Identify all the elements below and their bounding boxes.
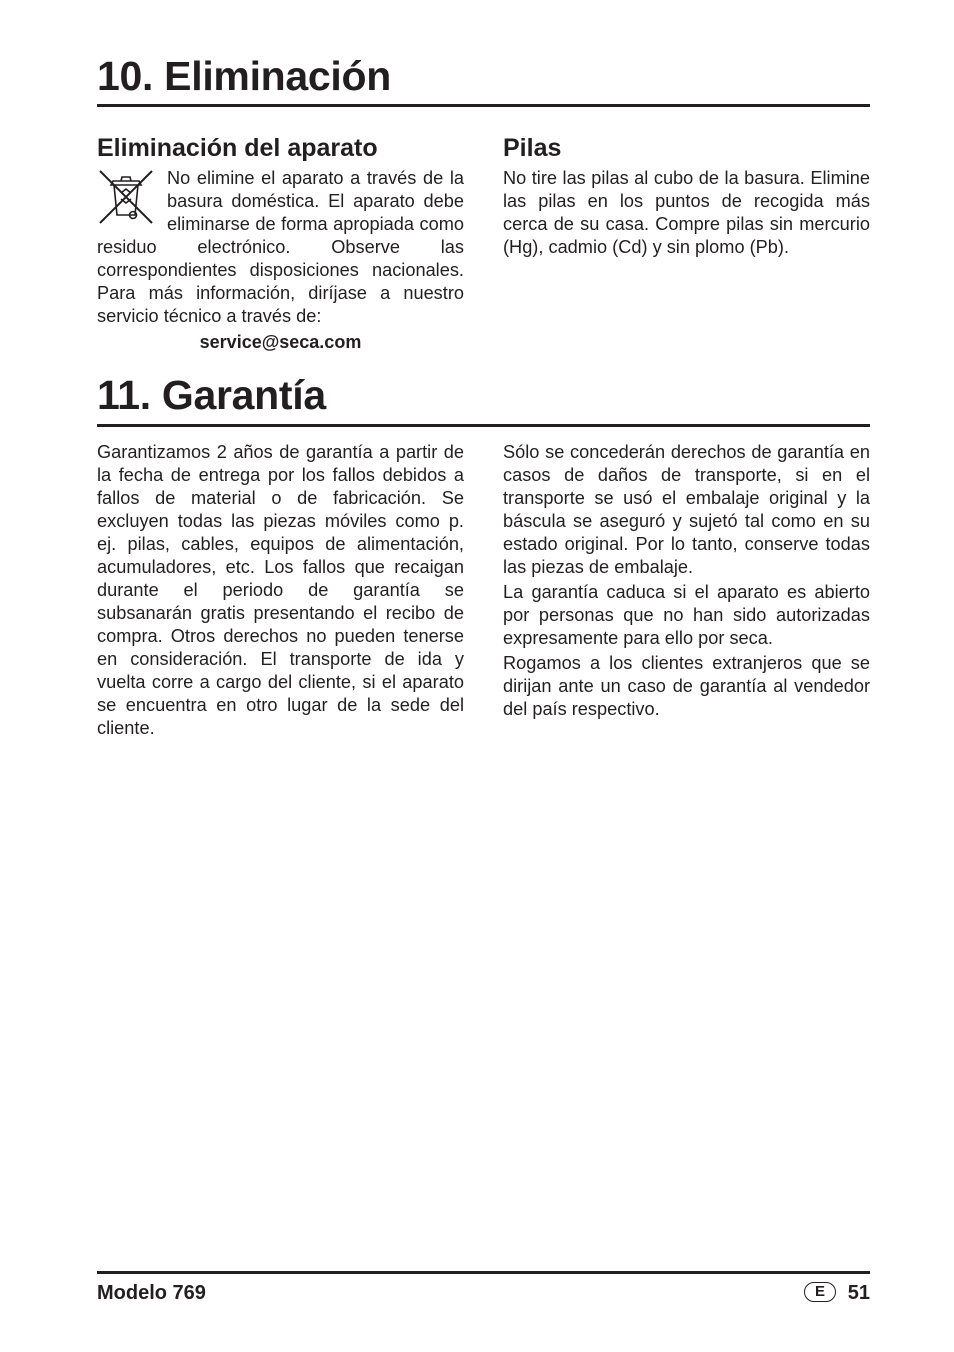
warranty-left-block [97, 441, 464, 740]
section-11-title: 11. Garantía [97, 372, 326, 418]
warranty-right-paragraph-3: Rogamos a los clientes extranjeros que se dirijan ante un caso de garantía al vendedor del país respectivo. [503, 653, 870, 719]
section-11-rule [97, 424, 870, 427]
bin-icon-wrapper [97, 167, 167, 236]
batteries-text: No tire las pilas al cubo de la basura. Elimine las pilas en los puntos de recogida más cerca de su casa. Compre pilas sin mercurio (Hg), cadmio (Cd) y sin plomo (Pb). [503, 168, 870, 257]
device-disposal-heading: Eliminación del aparato [97, 134, 378, 162]
service-email-link[interactable]: service@seca.com [199, 332, 362, 352]
warranty-left-text: Garantizamos 2 años de garantía a partir de la fecha de entrega por los fallos debidos a fallos de material o de fabricación. Se excluyen todas las piezas móviles como p. ej. pilas, cables, equipos de alimentación, acumuladores, etc. Los fallos que recaigan durante el periodo de garantía se subsanarán gratis presentando el recibo de compra. Otros derechos no pueden tenerse en consideración. El transporte de ida y vuelta corre a cargo del cliente, si el aparato se encuentra en otro lugar de la sede del cliente. [97, 442, 464, 738]
footer-rule [97, 1271, 870, 1274]
page-number: 51 [847, 1282, 870, 1304]
section-10-title: 10. Eliminación [97, 53, 391, 99]
section-10-rule [97, 104, 870, 107]
device-disposal-block [97, 133, 464, 354]
footer-model: Modelo 769 [97, 1282, 206, 1304]
language-badge: E [804, 1282, 836, 1302]
warranty-right-paragraph-1: Sólo se concederán derechos de garantía en casos de daños de transporte, si en el transporte se usó el embalaje original y la báscula se aseguró y sujetó tal como en su estado original. Por lo tanto, conserve todas las piezas de embalaje. [503, 442, 870, 577]
crossed-out-wheelie-bin-icon [97, 167, 155, 227]
warranty-right-paragraph-2: La garantía caduca si el aparato es abierto por personas que no han sido autorizadas expresamente para ello por seca. [503, 582, 870, 648]
batteries-heading: Pilas [503, 134, 562, 162]
device-disposal-text: No elimine el aparato a través de la basura doméstica. El aparato debe eliminarse de forma apropiada como residuo electrónico. Observe las correspondientes disposiciones nacionales. Para más información, diríjase a nuestro servicio técnico a través de: [97, 168, 464, 326]
warranty-right-block [503, 441, 870, 721]
batteries-block [503, 133, 870, 259]
